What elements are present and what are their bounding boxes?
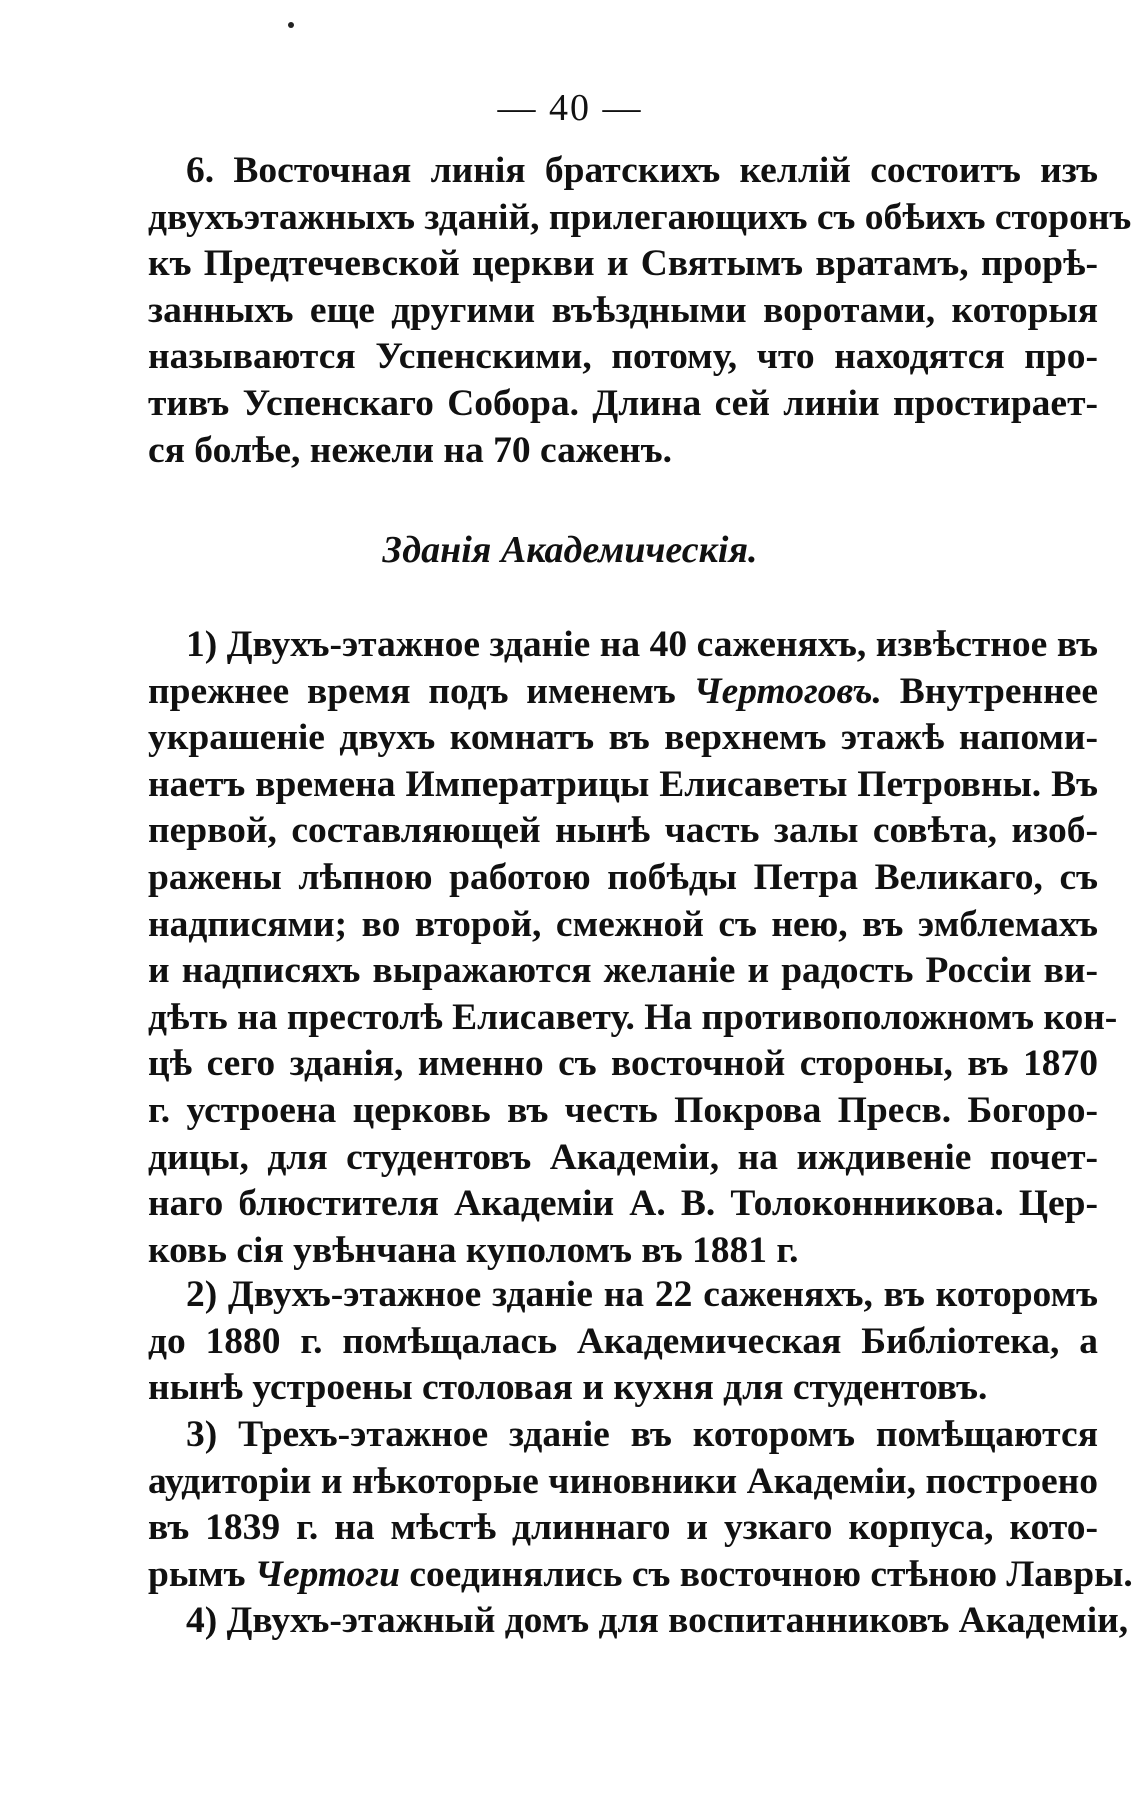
ink-speck: [288, 22, 294, 28]
item-4-paragraph: [148, 1598, 1129, 1645]
text-line: нынѣ устроены столовая и кухня для студентовъ.: [148, 1367, 988, 1409]
section-6-paragraph: [148, 148, 1132, 474]
text-segment: соединялись съ восточною стѣною Лавры.: [400, 1553, 1133, 1595]
text-segment: рымъ: [148, 1553, 255, 1595]
text-line: наго блюстителя Академіи А. В. Толоконникова. Цер-: [148, 1183, 1098, 1225]
text-line: занныхъ еще другими въѣздными воротами, которыя: [148, 289, 1098, 331]
text-line: 2) Двухъ-этажное зданіе на 22 саженяхъ, въ которомъ: [186, 1274, 1098, 1315]
item-1-paragraph: [148, 622, 1118, 1274]
text-line: дѣть на престолѣ Елисавету. На противоположномъ кон-: [148, 996, 1118, 1038]
text-line: г. устроена церковь въ честь Покрова Пресв. Богоро-: [148, 1089, 1098, 1131]
text-line: надписями; во второй, смежной съ нею, въ эмблемахъ: [148, 903, 1098, 945]
text-line: цѣ сего зданія, именно съ восточной стороны, въ 1870: [148, 1043, 1098, 1085]
text-line: первой, составляющей нынѣ часть залы совѣта, изоб-: [148, 810, 1098, 852]
item-2-paragraph: [148, 1272, 1098, 1412]
text-line: въ 1839 г. на мѣстѣ длиннаго и узкаго корпуса, кото-: [148, 1507, 1098, 1549]
item-3-paragraph: [148, 1412, 1133, 1598]
text-line: 6. Восточная линія братскихъ келлій состоитъ изъ: [186, 150, 1098, 191]
text-line: аудиторіи и нѣкоторые чиновники Академіи, построено: [148, 1460, 1098, 1502]
text-line: двухъэтажныхъ зданій, прилегающихъ съ обѣихъ сторонъ: [148, 196, 1132, 238]
italic-term: Чертоговъ.: [693, 670, 882, 712]
section-heading: Зданія Академическія.: [382, 529, 758, 571]
text-line: и надписяхъ выражаются желаніе и радость Россіи ви-: [148, 950, 1098, 992]
text-line: 4) Двухъ-этажный домъ для воспитанниковъ Академіи,: [186, 1600, 1129, 1641]
text-segment: Внутреннее: [881, 670, 1098, 712]
text-line: 3) Трехъ-этажное зданіе въ которомъ помѣщаются: [186, 1414, 1098, 1455]
text-line: [148, 1552, 1133, 1599]
text-line: ражены лѣпною работою побѣды Петра Великаго, съ: [148, 856, 1098, 898]
text-line: называются Успенскими, потому, что находятся про-: [148, 336, 1098, 378]
text-line: украшеніе двухъ комнатъ въ верхнемъ этажѣ напоми-: [148, 717, 1098, 759]
text-line: къ Предтечевской церкви и Святымъ вратамъ, прорѣ-: [148, 243, 1098, 285]
text-line: 1) Двухъ-этажное зданіе на 40 саженяхъ, извѣстное въ: [186, 624, 1098, 665]
text-segment: прежнее время подъ именемъ: [148, 670, 694, 712]
italic-term: Чертоги: [254, 1553, 400, 1595]
page-number: — 40 —: [497, 87, 643, 129]
text-line: тивъ Успенскаго Собора. Длина сей линіи простирает-: [148, 382, 1098, 424]
text-line: дицы, для студентовъ Академіи, на иждивеніе почет-: [148, 1136, 1098, 1178]
text-line: до 1880 г. помѣщалась Академическая Библіотека, а: [148, 1320, 1098, 1362]
text-line: ся болѣе, нежели на 70 саженъ.: [148, 429, 673, 471]
text-line: наетъ времена Императрицы Елисаветы Петровны. Въ: [148, 763, 1098, 805]
text-line: ковь сія увѣнчана куполомъ въ 1881 г.: [148, 1229, 799, 1271]
text-line: [148, 669, 1098, 716]
